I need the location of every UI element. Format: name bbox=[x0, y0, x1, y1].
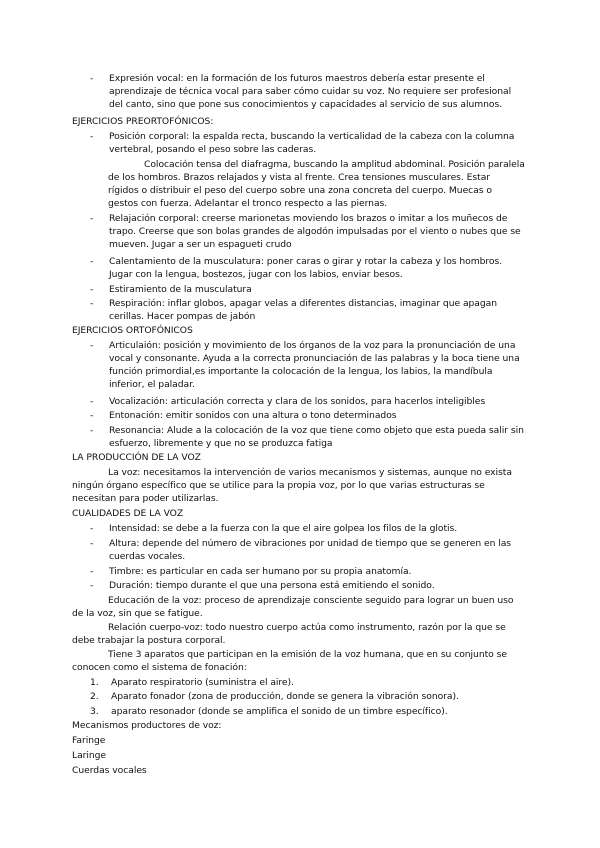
mecanismo-item: Cuerdas vocales bbox=[72, 765, 147, 776]
text-line: Respiración: inflar globos, apagar velas a diferentes distancias, imaginar que apagan bbox=[109, 298, 498, 309]
text-line: Estiramiento de la musculatura bbox=[109, 284, 252, 295]
bullet-dash: - bbox=[90, 538, 94, 549]
paragraph-relacion bbox=[72, 621, 532, 647]
bullet-dash: - bbox=[90, 131, 94, 142]
text-line: de la voz, sin que se fatigue. bbox=[72, 608, 203, 620]
bullet-dash: - bbox=[90, 425, 94, 436]
bullet-dash: - bbox=[90, 284, 94, 295]
list-item-text bbox=[109, 255, 525, 281]
heading-cualidades: CUALIDADES DE LA VOZ bbox=[72, 508, 184, 519]
item-text: Aparato respiratorio (suministra el aire). bbox=[111, 677, 294, 688]
bullet-dash: - bbox=[90, 256, 94, 267]
list-item-text bbox=[109, 212, 525, 251]
text-line: Duración: tiempo durante el que una persona está emitiendo el sonido. bbox=[109, 580, 435, 591]
mecanismo-item: Laringe bbox=[72, 750, 107, 761]
list-item-text bbox=[109, 395, 525, 408]
item-number: 2. bbox=[90, 691, 99, 702]
text-line: Vocalización: articulación correcta y clara de los sonidos, para hacerlos inteligibles bbox=[109, 396, 486, 407]
text-line: La voz: necesitamos la intervención de varios mecanismos y sistemas, aunque no exista bbox=[108, 467, 512, 478]
text-line: función primordial,es importante la colocación de la lengua, los labios, la mandíbula bbox=[109, 366, 493, 378]
list-item-text bbox=[109, 424, 525, 450]
list-item-text bbox=[109, 537, 525, 563]
text-line: cerillas. Hacer pompas de jabón bbox=[109, 311, 256, 323]
bullet-dash: - bbox=[90, 566, 94, 577]
text-line: vertebral, posando el peso sobre las caderas. bbox=[109, 144, 317, 156]
list-item-text bbox=[109, 130, 525, 156]
text-line: Expresión vocal: en la formación de los futuros maestros debería estar presente el bbox=[109, 73, 485, 84]
text-line: necesitan para poder utilizarlas. bbox=[72, 493, 219, 505]
heading-ortofonicos: EJERCICIOS ORTOFÓNICOS bbox=[72, 325, 193, 336]
bullet-dash: - bbox=[90, 580, 94, 591]
bullet-dash: - bbox=[90, 340, 94, 351]
item-text: aparato resonador (donde se amplifica el sonido de un timbre específico). bbox=[111, 706, 448, 717]
text-line: esfuerzo, libremente y que no se produzca fatiga bbox=[109, 438, 333, 450]
text-line: debe trabajar la postura corporal. bbox=[72, 635, 226, 647]
text-line: Tiene 3 aparatos que participan en la emisión de la voz humana, que en su conjunto se bbox=[108, 649, 507, 660]
text-line: vocal y consonante. Ayuda a la correcta pronunciación de las palabras y la boca tiene una bbox=[109, 353, 520, 365]
list-item-text bbox=[109, 72, 525, 111]
text-line: gestos con fuerza. Adelantar el tronco respecto a las piernas. bbox=[108, 198, 388, 210]
list-item-text bbox=[109, 409, 525, 422]
item-number: 1. bbox=[90, 677, 99, 688]
bullet-dash: - bbox=[90, 298, 94, 309]
list-item-text bbox=[109, 522, 525, 535]
bullet-dash: - bbox=[90, 213, 94, 224]
text-line: ningún órgano específico que se utilice para la propia voz, por lo que varias estructuras se bbox=[72, 480, 485, 492]
paragraph-aparatos-intro bbox=[72, 648, 532, 674]
bullet-dash: - bbox=[90, 410, 94, 421]
heading-preortofonicos: EJERCICIOS PREORTOFÓNICOS: bbox=[72, 116, 214, 127]
text-line: cuerdas vocales. bbox=[109, 551, 186, 563]
text-line: Intensidad: se debe a la fuerza con la que el aire golpea los filos de la glotis. bbox=[109, 523, 458, 534]
paragraph-educacion bbox=[72, 594, 532, 620]
text-line: mueven. Jugar a ser un espagueti crudo bbox=[109, 239, 292, 251]
text-line: Articulaión: posición y movimiento de los órganos de la voz para la pronunciación de una bbox=[109, 340, 516, 351]
text-line: trapo. Creerse que son bolas grandes de algodón impulsadas por el viento o nubes que se bbox=[109, 226, 521, 238]
heading-produccion: LA PRODUCCIÓN DE LA VOZ bbox=[72, 452, 201, 463]
text-line: del canto, sino que pone sus conocimientos y capacidades al servicio de sus alumnos. bbox=[109, 99, 503, 111]
list-item-text bbox=[109, 579, 525, 592]
list-item-text bbox=[109, 339, 525, 391]
text-line: aprendizaje de técnica vocal para saber cómo cuidar su voz. No requiere ser profesional bbox=[109, 86, 512, 98]
heading-mecanismos: Mecanismos productores de voz: bbox=[72, 720, 222, 731]
mecanismo-item: Faringe bbox=[72, 735, 106, 746]
text-line: Entonación: emitir sonidos con una altura o tono determinados bbox=[109, 410, 397, 421]
text-line: Posición corporal: la espalda recta, buscando la verticalidad de la cabeza con la columna bbox=[109, 131, 515, 142]
bullet-dash: - bbox=[90, 523, 94, 534]
text-line: Jugar con la lengua, bostezos, jugar con los labios, enviar besos. bbox=[109, 269, 403, 281]
text-line: Relajación corporal: creerse marionetas moviendo los brazos o imitar a los muñecos de bbox=[109, 213, 508, 224]
text-line: Calentamiento de la musculatura: poner caras o girar y rotar la cabeza y los hombros. bbox=[109, 256, 503, 267]
item-text: Aparato fonador (zona de producción, donde se genera la vibración sonora). bbox=[111, 691, 459, 702]
text-line: conocen como el sistema de fonación: bbox=[72, 662, 247, 674]
bullet-dash: - bbox=[90, 73, 94, 84]
text-line: inferior, el paladar. bbox=[109, 379, 195, 391]
text-line: Resonancia: Alude a la colocación de la voz que tiene como objeto que esta pueda salir sin bbox=[109, 425, 524, 436]
list-item-text bbox=[109, 565, 525, 578]
text-line: Relación cuerpo-voz: todo nuestro cuerpo actúa como instrumento, razón por la que se bbox=[108, 622, 506, 633]
item-number: 3. bbox=[90, 706, 99, 717]
text-line: de los hombros. Brazos relajados y vista al frente. Crea tensiones musculares. Estar bbox=[108, 172, 491, 184]
text-line: Altura: depende del número de vibraciones por unidad de tiempo que se generen en las bbox=[109, 538, 512, 549]
text-line: Colocación tensa del diafragma, buscando la amplitud abdominal. Posición paralela bbox=[144, 159, 525, 170]
text-line: Timbre: es particular en cada ser humano por su propia anatomía. bbox=[109, 566, 412, 577]
text-line: Educación de la voz: proceso de aprendizaje consciente seguido para lograr un buen uso bbox=[108, 595, 514, 606]
paragraph-la-voz bbox=[72, 466, 532, 505]
text-line: rígidos o distribuir el peso del cuerpo sobre una zona concreta del cuerpo. Muecas o bbox=[108, 185, 492, 197]
bullet-dash: - bbox=[90, 396, 94, 407]
list-item-text bbox=[109, 297, 525, 323]
list-item-text bbox=[109, 283, 525, 296]
paragraph-colocacion bbox=[108, 158, 548, 210]
